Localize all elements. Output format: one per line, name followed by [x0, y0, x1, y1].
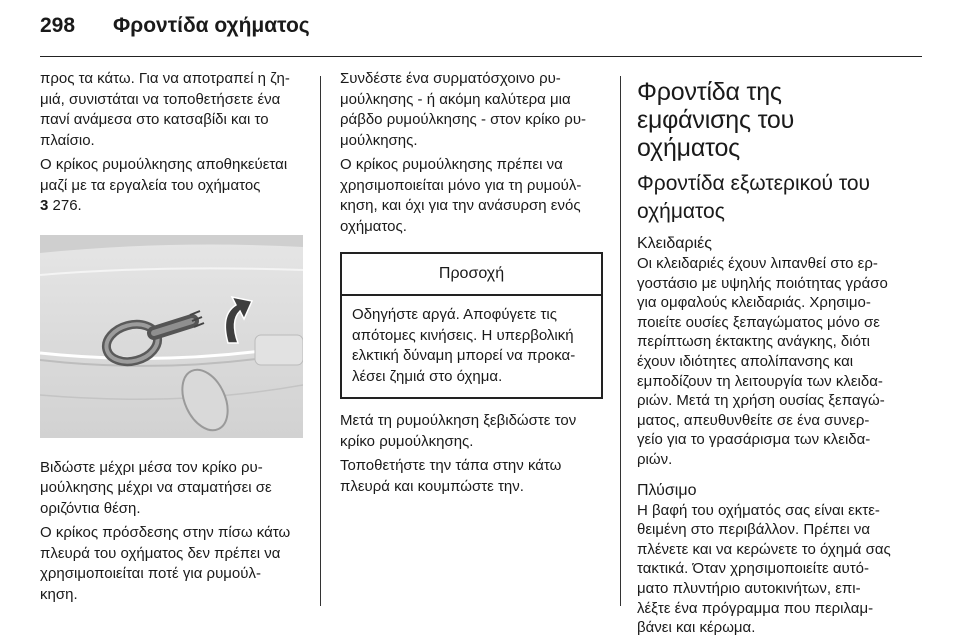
- locks-text: Οι κλειδαριές έχουν λιπανθεί στο ερ- γοστάσιο με υψηλής ποιότητας γράσο για ομφαλούς κλειδαριάς. Χρησιμο- ποιείτε ουσίες ξεπαγώματος μόνο σε περίπτωση έκτακτης ανάγκης, διότι έχουν ιδιότητες απολίπανσης και εμποδίζουν τη λειτουργία των κλειδα- ριών. Μετά τη χρήση ουσίας ξεπαγώ- ματος, απευθυνθείτε σε ένα συνερ- γείο για το γρασάρισμα των κλειδα- ριών.: [637, 255, 888, 468]
- header-rule: [40, 56, 922, 57]
- caution-text: Οδηγήστε αργά. Αποφύγετε τις απότομες κινήσεις. Η υπερβολική ελκτική δύναμη μπορεί να προκα- λέσει ζημιά στο όχημα.: [352, 306, 576, 385]
- towing-eye-illustration: [40, 235, 303, 438]
- paragraph-towing-intro: προς τα κάτω. Για να αποτραπεί η ζη- μιά, συνιστάται να τοποθετήσετε ένα πανί ανάμεσα στο κατσαβίδι και το πλαίσιο.: [40, 70, 290, 149]
- section-heading: Φροντίδα της εμφάνισης του οχήματος: [637, 78, 795, 162]
- paragraph-eye-storage: [40, 155, 308, 217]
- washing-text: Η βαφή του οχήματός σας είναι εκτε- θειμένη στο περιβάλλον. Πρέπει να πλένετε και να κερώνετε το όχημά σας τακτικά. Όταν χρησιμοποιείτε αυτό- ματο πλυντήριο αυτοκινήτων, επι- λέξτε ένα πρόγραμμα που περιλαμ- βάνει και κέρωμα.: [637, 501, 891, 637]
- column-2: [340, 69, 606, 497]
- towing-eye-drawing: [40, 235, 303, 438]
- paragraph-screw-in: Βιδώστε μέχρι μέσα τον κρίκο ρυ- μούλκησης μέχρι να σταματήσει σε οριζόντια θέση.: [40, 458, 272, 517]
- section-spacer: [637, 470, 927, 481]
- caution-box: [340, 252, 603, 399]
- paragraph-rear-eye-warning: Ο κρίκος πρόσδεσης στην πίσω κάτω πλευρά του οχήματος δεν πρέπει να χρησιμοποιείται ποτέ για ρυμούλ- κηση.: [40, 524, 291, 603]
- column-divider-2: [620, 76, 621, 606]
- subsection-heading: Φροντίδα εξωτερικού του οχήματος: [637, 172, 871, 223]
- paragraph-towing-only: Ο κρίκος ρυμούλκησης πρέπει να χρησιμοποιείται μόνο για τη ρυμούλ- κηση, και όχι για την ανάσυρση ενός οχήματος.: [340, 156, 582, 235]
- paragraph-unscrew: Μετά τη ρυμούλκηση ξεβιδώστε τον κρίκο ρυμούλκησης.: [340, 412, 577, 450]
- paragraph-refit-cap: Τοποθετήστε την τάπα στην κάτω πλευρά και κουμπώστε την.: [340, 457, 562, 495]
- column-1: [40, 69, 308, 605]
- caution-title: Προσοχή: [342, 254, 601, 296]
- column-divider-1: [320, 76, 321, 606]
- running-title: Φροντίδα οχήματος: [113, 14, 310, 37]
- column-3: [637, 72, 927, 638]
- page-number: 298: [40, 14, 76, 37]
- paragraph-eye-storage-text: Ο κρίκος ρυμούλκησης αποθηκεύεται μαζί με τα εργαλεία του οχήματος: [40, 156, 288, 194]
- xref-arrow-icon: 3: [40, 197, 49, 214]
- washing-heading: Πλύσιμο: [637, 481, 697, 499]
- xref-link[interactable]: 276.: [52, 197, 82, 214]
- paragraph-attach-rope: Συνδέστε ένα συρματόσχοινο ρυ- μούλκησης - ή ακόμη καλύτερα μια ράβδο ρυμούλκησης - στον κρίκο ρυ- μούλκησης.: [340, 70, 587, 149]
- locks-heading: Κλειδαριές: [637, 235, 713, 252]
